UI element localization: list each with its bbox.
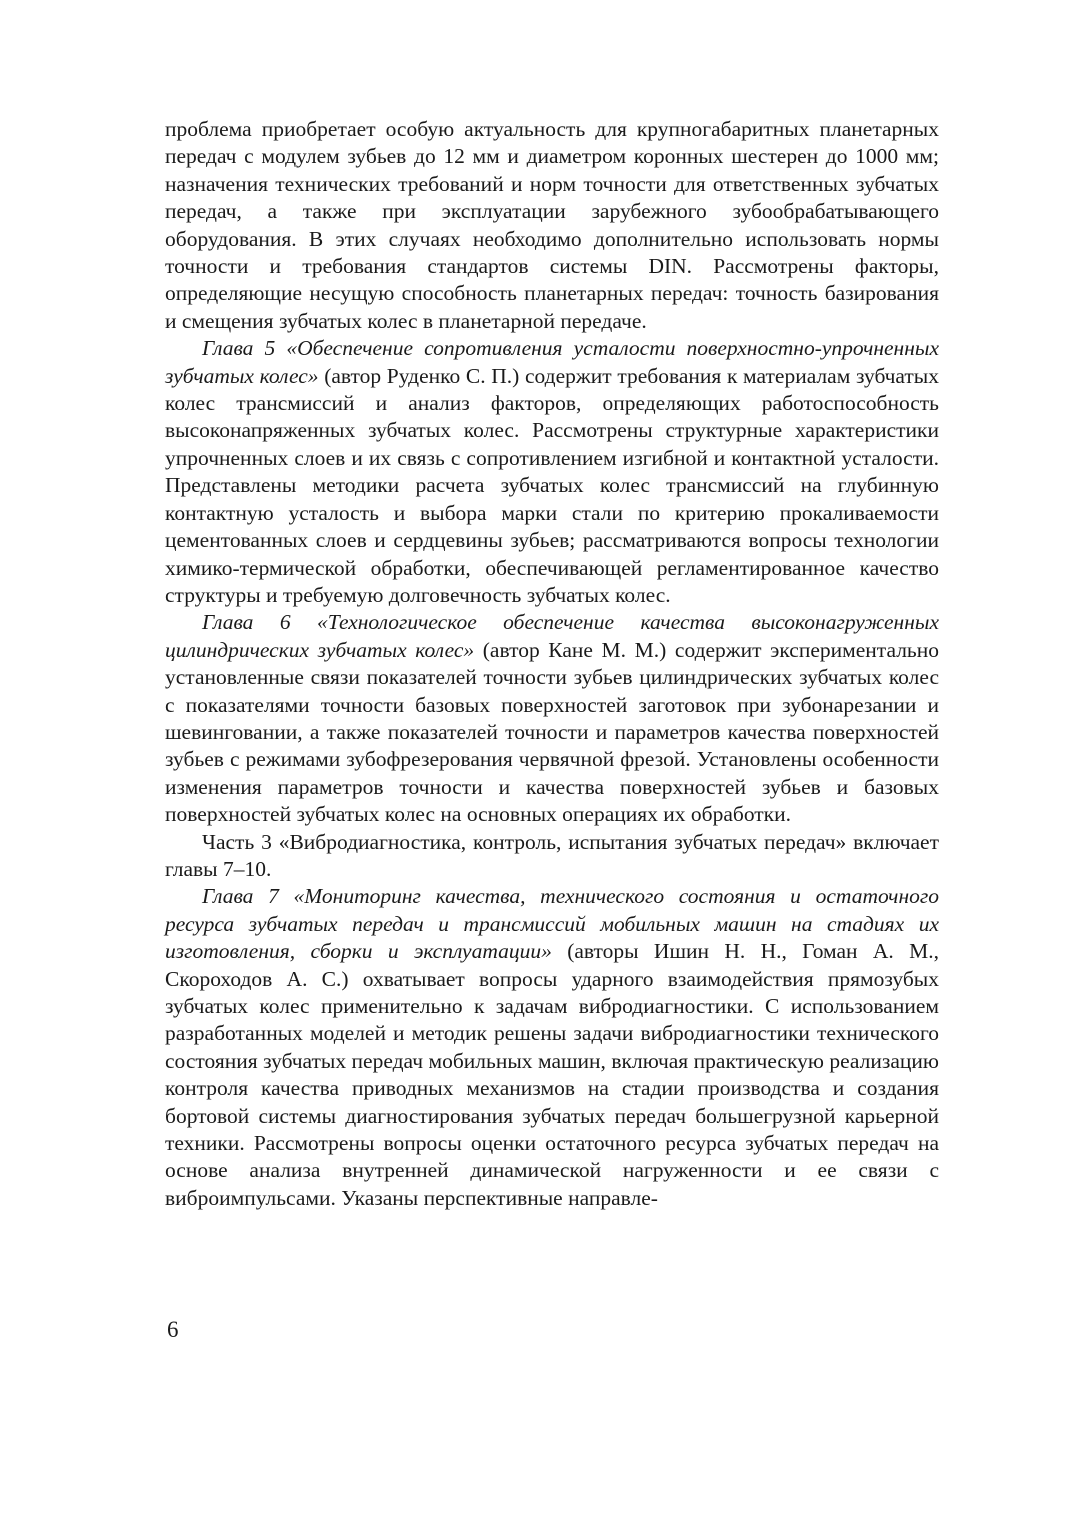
paragraph-body: проблема приобретает особую актуальность для крупногабаритных планетарных передач с модулем зубьев до 12 мм и диаметром коронных шестерен до 1000 мм; назначения технических требований и норм точности для ответственных зубчатых передач, а также при эксплуатации зарубежного зубообрабатывающего оборудования. В этих случаях необходимо дополнительно использовать нормы точности и требования стандартов системы DIN. Рассмотрены факторы, определяющие несущую способность планетарных передач: точность базирования и смещения зубчатых колес в планетарной передаче. [165, 117, 939, 333]
body-text [165, 116, 939, 1212]
paragraph-body: (авторы Ишин Н. Н., Гоман А. М., Скороходов А. С.) охватывает вопросы ударного взаимодействия прямозубых зубчатых колес применительно к задачам вибродиагностики. С использованием разработанных моделей и методик решены задачи вибродиагностики технического состояния зубчатых передач мобильных машин, включая практическую реализацию контроля качества приводных механизмов на стадии производства и создания бортовой системы диагностирования зубчатых передач большегрузной карьерной техники. Рассмотрены вопросы оценки остаточного ресурса зубчатых передач на основе анализа внутренней динамической нагруженности и ее связи с виброимпульсами. Указаны перспективные направле- [165, 939, 939, 1210]
paragraph-chapter-7 [165, 883, 939, 1212]
chapter-title: Глава 5 «Обеспечение сопротивления усталости поверхностно-упрочненных зубчатых колес» [165, 336, 939, 388]
paragraph-part-3 [165, 829, 939, 884]
paragraph-chapter-6 [165, 609, 939, 828]
paragraph-body: Часть 3 «Вибродиагностика, контроль, испытания зубчатых передач» включает главы 7–10. [165, 829, 939, 881]
page-number: 6 [167, 1317, 179, 1342]
paragraph-intro-continuation [165, 116, 939, 335]
paragraph-chapter-5 [165, 335, 939, 609]
paragraph-body: (автор Руденко С. П.) содержит требования к материалам зубчатых колес трансмиссий и анализ факторов, определяющих работоспособность высоконапряженных зубчатых колес. Рассмотрены структурные характеристики упрочненных слоев и их связь с сопротивлением изгибной и контактной усталости. Представлены методики расчета зубчатых колес трансмиссий на глубинную контактную усталость и выбора марки стали по критерию прокаливаемости цементованных слоев и сердцевины зубьев; рассматриваются вопросы технологии химико-термической обработки, обеспечивающей регламентированное качество структуры и требуемую долговечность зубчатых колес. [165, 363, 939, 607]
chapter-title: Глава 7 «Мониторинг качества, технического состояния и остаточного ресурса зубчатых передач и трансмиссий мобильных машин на стадиях их изготовления, сборки и эксплуатации» [165, 884, 939, 964]
paragraph-body: (автор Кане М. М.) содержит экспериментально установленные связи показателей точности зубьев цилиндрических зубчатых колес с показателями точности базовых поверхностей заготовок при зубонарезании и шевинговании, а также показателей точности и параметров качества поверхностей зубьев с режимами зубофрезерования червячной фрезой. Установлены особенности изменения параметров точности и качества поверхностей зубьев и базовых поверхностей зубчатых колес на основных операциях их обработки. [165, 637, 939, 827]
chapter-title: Глава 6 «Технологическое обеспечение качества высоконагруженных цилиндрических зубчатых колес» [165, 610, 939, 662]
